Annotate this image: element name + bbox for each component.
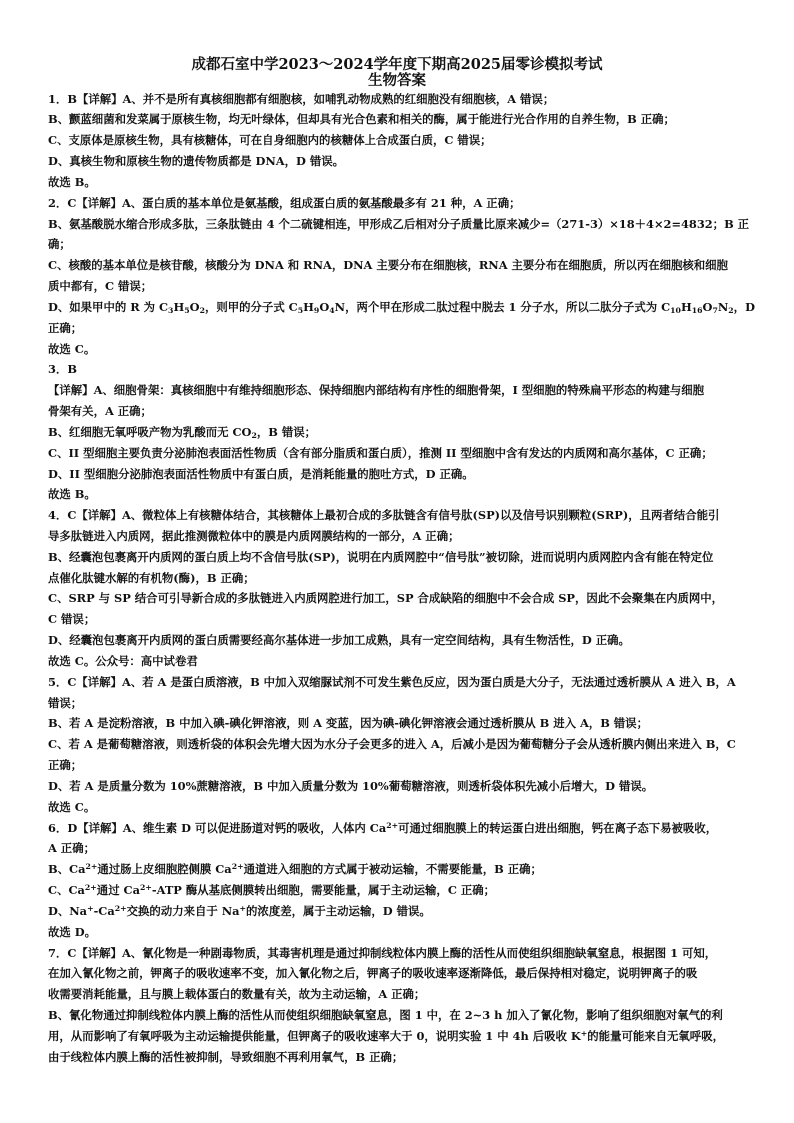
line-text: N，两个甲在形成二肽过程中脱去 1 分子水，所以二肽分子式为 C [334, 299, 671, 314]
line-text: H [680, 299, 692, 314]
line-text: 骨架有关，A 正确； [48, 404, 152, 419]
line-text: B、经囊泡包裹离开内质网的蛋白质上均不含信号肽(SP)，说明在内质网腔中“信号肽”被切除，进而说明内质网腔内含有能在特定位 [48, 549, 714, 564]
line-text: 用，从而影响了有氧呼吸为主动运输提供能量，但钾离子的吸收速率大于 0，说明实验 1 中 4h 后吸收 K [48, 1028, 581, 1043]
line-text: D、若 A 是质量分数为 10%蔗糖溶液，B 中加入质量分数为 10%葡萄糖溶液，则透析袋体积先减小后增大，D 错误。 [48, 778, 654, 793]
line-text: D、如果甲中的 R 为 C [48, 299, 169, 314]
answer-line [48, 838, 768, 859]
line-text: ，D [733, 299, 755, 314]
answer-line [48, 609, 768, 630]
subscript: 4 [329, 305, 335, 315]
line-text: 故选 C。 [48, 799, 96, 814]
subscript: 3 [168, 305, 174, 315]
line-text: C、II 型细胞主要负责分泌肺泡表面活性物质（含有部分脂质和蛋白质），推测 II 型细胞中含有发达的内质网和高尔基体，C 正确； [48, 445, 713, 460]
answer-line [48, 630, 768, 651]
line-text: N [717, 299, 729, 314]
answer-line [48, 797, 768, 818]
answer-line [48, 464, 768, 485]
line-text: B、若 A 是淀粉溶液，B 中加入碘-碘化钾溶液，则 A 变蓝，因为碘-碘化钾溶液会通过透析膜从 B 进入 A，B 错误； [48, 716, 648, 731]
line-text: 7．C【详解】A、氰化物是一种剧毒物质，其毒害机理是通过抑制线粒体内膜上酶的活性从而使组织细胞缺氧窒息，根据图 1 可知， [48, 945, 717, 960]
line-text: 由于线粒体内膜上酶的活性被抑制，导致细胞不再利用氧气，B 正确； [48, 1049, 404, 1064]
subscript: 16 [691, 305, 703, 315]
superscript: 2+ [84, 882, 97, 892]
superscript: + [239, 903, 247, 913]
answer-body [48, 89, 768, 1068]
subscript: 7 [712, 305, 718, 315]
answer-line [48, 276, 768, 297]
answer-line [48, 984, 768, 1005]
line-text: 5．C【详解】A、若 A 是蛋白质溶液，B 中加入双缩脲试剂不可发生紫色反应，因为蛋白质是大分子，无法通过透析膜从 A 进入 B，A [48, 674, 736, 689]
line-text: 通过 Ca [96, 883, 140, 898]
answer-line [48, 401, 768, 422]
subscript: 10 [670, 305, 681, 315]
line-text: C 错误； [48, 612, 96, 627]
line-text: B、氰化物通过抑制线粒体内膜上酶的活性从而使组织细胞缺氧窒息，图 1 中，在 2~3 h 加入了氰化物，影响了组织细胞对氧气的利 [48, 1008, 723, 1023]
answer-line [48, 651, 768, 672]
answer-line [48, 359, 768, 380]
answer-line [48, 484, 768, 505]
line-text: 【详解】A、细胞骨架：真核细胞中有维持细胞形态、保持细胞内部结构有序性的细胞骨架，I 型细胞的特殊扁平形态的构建与细胞 [48, 383, 705, 398]
line-text: C、若 A 是葡萄糖溶液，则透析袋的体积会先增大因为水分子会更多的进入 A，后减小是因为葡萄糖分子会从透析膜内侧出来进入 B，C [48, 737, 736, 752]
line-text: C、支原体是原核生物，具有核糖体，可在自身细胞内的核糖体上合成蛋白质，C 错误； [48, 133, 492, 148]
line-text: D、经囊泡包裹离开内质网的蛋白质需要经高尔基体进一步加工成熟，具有一定空间结构，具有生物活性，D 正确。 [48, 633, 630, 648]
line-text: B、氨基酸脱水缩合形成多肽，三条肽链由 4 个二硫键相连，甲形成乙后相对分子质量比原来减少=（271-3）×18＋4×2=4832；B 正 [48, 216, 750, 231]
line-text: O [319, 299, 330, 314]
line-text: B、Ca [48, 862, 86, 877]
line-text: C、核酸的基本单位是核苷酸，核酸分为 DNA 和 RNA，DNA 主要分布在细胞核，RNA 主要分布在细胞质，所以丙在细胞核和细胞 [48, 258, 728, 273]
subscript: 2 [728, 305, 734, 315]
line-text: 3．B [48, 362, 77, 377]
superscript: 2+ [140, 882, 152, 892]
line-text: C、SRP 与 SP 结合可引导新合成的多肽链进入内质网腔进行加工，SP 合成缺陷的细胞中不会合成 SP，因此不会聚集在内质网中， [48, 591, 724, 606]
line-text: 通道进入细胞的方式属于被动运输，不需要能量，B 正确； [243, 862, 542, 877]
answer-line [48, 443, 768, 464]
line-text: 的浓度差，属于主动运输，D 错误。 [246, 903, 431, 918]
answer-line [48, 776, 768, 797]
line-text: 可通过细胞膜上的转运蛋白进出细胞，钙在离子态下易被吸收， [398, 820, 718, 835]
superscript: 2+ [231, 861, 244, 871]
answer-line [48, 130, 768, 151]
answer-line [48, 255, 768, 276]
superscript: 2+ [386, 820, 399, 830]
line-text: -Ca [93, 903, 115, 918]
line-text: A 正确； [48, 841, 95, 856]
answer-line [48, 588, 768, 609]
line-text: -ATP 酶从基底侧膜转出细胞，需要能量，属于主动运输，C 正确； [151, 883, 496, 898]
line-text: 6．D【详解】A、维生素 D 可以促进肠道对钙的吸收，人体内 Ca [48, 820, 387, 835]
answer-line [48, 1026, 768, 1047]
answer-line [48, 151, 768, 172]
answer-line [48, 422, 768, 443]
line-text: 故选 C。 [48, 341, 96, 356]
line-text: 质中都有，C 错误； [48, 279, 153, 294]
line-text: ，则甲的分子式 C [204, 299, 298, 314]
answer-line [48, 318, 768, 339]
answer-line [48, 1005, 768, 1026]
line-text: H [173, 299, 185, 314]
answer-line [48, 901, 768, 922]
line-text: B、颤蓝细菌和发菜属于原核生物，均无叶绿体，但却具有光合色素和相关的酶，属于能进行光合作用的自养生物，B 正确； [48, 112, 675, 127]
line-text: 4．C【详解】A、微粒体上有核糖体结合，其核糖体上最初合成的多肽链含有信号肽(SP)以及信号识别颗粒(SRP)，且两者结合能引 [48, 508, 720, 523]
line-text: C、Ca [48, 883, 85, 898]
line-text: 错误； [48, 695, 83, 710]
answer-line [48, 734, 768, 755]
line-text: D、真核生物和原核生物的遗传物质都是 DNA，D 错误。 [48, 154, 345, 169]
answer-line [48, 755, 768, 776]
line-text: 确； [48, 237, 71, 252]
answer-line [48, 193, 768, 214]
answer-line [48, 818, 768, 839]
answer-line [48, 380, 768, 401]
answer-line [48, 963, 768, 984]
superscript: + [87, 903, 94, 913]
line-text: O [702, 299, 713, 314]
answer-line [48, 505, 768, 526]
line-text: 故选 C。公众号：高中试卷君 [48, 653, 198, 668]
line-text: O [189, 299, 200, 314]
line-text: ，B 错误； [256, 424, 317, 439]
line-text: 点催化肽键水解的有机物(酶)，B 正确； [48, 570, 255, 585]
line-text: 正确； [48, 320, 83, 335]
answer-line [48, 713, 768, 734]
answer-line [48, 89, 768, 110]
superscript: + [580, 1028, 588, 1038]
answer-line [48, 922, 768, 943]
answer-line [48, 943, 768, 964]
answer-line [48, 568, 768, 589]
line-text: D、II 型细胞分泌肺泡表面活性物质中有蛋白质，是消耗能量的胞吐方式，D 正确。 [48, 466, 474, 481]
answer-line [48, 526, 768, 547]
line-text: 故选 B。 [48, 487, 96, 502]
line-text: 通过肠上皮细胞腔侧膜 Ca [97, 862, 232, 877]
superscript: 2+ [85, 861, 98, 871]
line-text: 1．B【详解】A、并不是所有真核细胞都有细胞核，如哺乳动物成熟的红细胞没有细胞核，A 错误； [48, 91, 555, 106]
answer-line [48, 339, 768, 360]
subscript: 2 [251, 430, 257, 440]
answer-line [48, 880, 768, 901]
line-text: 故选 D。 [48, 924, 97, 939]
answer-line [48, 172, 768, 193]
answer-line [48, 109, 768, 130]
line-text: 故选 B。 [48, 174, 96, 189]
answer-line [48, 297, 768, 318]
subscript: 5 [184, 305, 190, 315]
line-text: B、红细胞无氧呼吸产物为乳酸而无 CO [48, 424, 252, 439]
answer-line [48, 547, 768, 568]
answer-line [48, 693, 768, 714]
line-text: 收需要消耗能量，且与膜上载体蛋白的数量有关，故为主动运输，A 正确； [48, 987, 426, 1002]
line-text: 的能量可能来自无氧呼吸， [587, 1028, 724, 1043]
answer-line [48, 859, 768, 880]
answer-line [48, 234, 768, 255]
answer-line [48, 672, 768, 693]
line-text: 交换的动力来自于 Na [126, 903, 240, 918]
line-text: 导多肽链进入内质网，据此推测微粒体中的膜是内质网膜结构的一部分，A 正确； [48, 528, 460, 543]
superscript: 2+ [114, 903, 127, 913]
document-title: 成都石室中学2023～2024学年度下期高2025届零诊模拟考试 [191, 56, 603, 73]
line-text: H [303, 299, 314, 314]
line-text: 正确； [48, 758, 83, 773]
line-text: 在加入氰化物之前，钾离子的吸收速率不变，加入氰化物之后，钾离子的吸收速率逐渐降低，最后保持相对稳定，说明钾离子的吸 [48, 966, 698, 981]
line-text: D、Na [48, 903, 88, 918]
line-text: 2．C【详解】A、蛋白质的基本单位是氨基酸，组成蛋白质的氨基酸最多有 21 种，A 正确； [48, 195, 521, 210]
answer-line [48, 1047, 768, 1068]
document-subtitle: 生物答案 [368, 72, 426, 89]
subscript: 9 [313, 305, 320, 315]
subscript: 2 [199, 305, 205, 315]
subscript: 5 [297, 305, 304, 315]
answer-line [48, 214, 768, 235]
